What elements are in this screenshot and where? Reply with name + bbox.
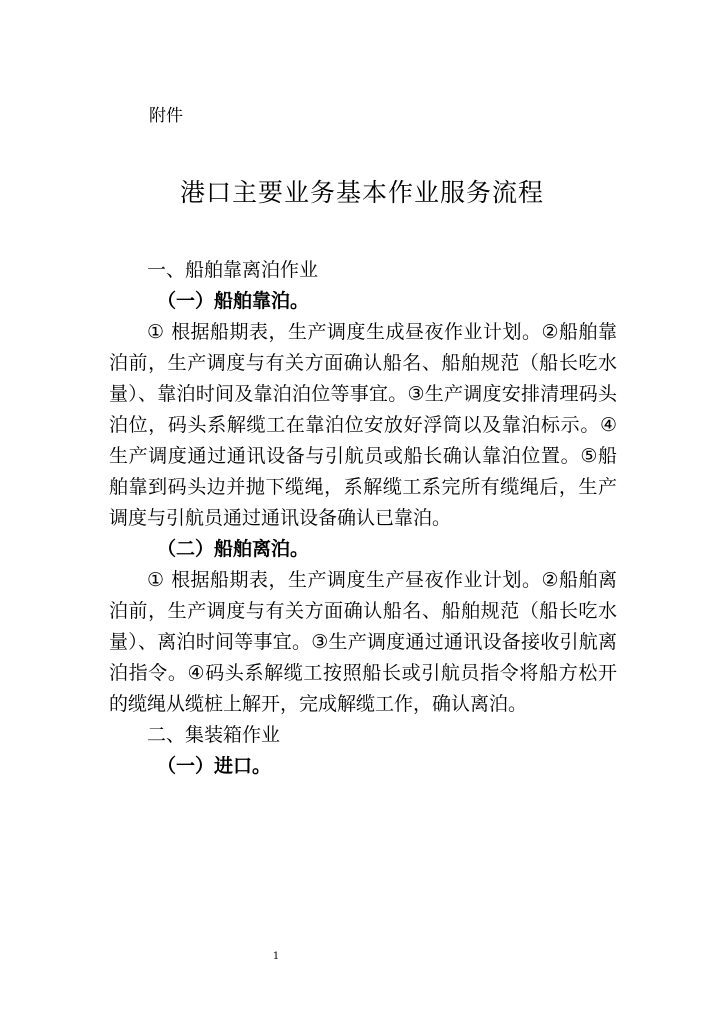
- attachment-label: 附件: [149, 106, 183, 126]
- document-body: [109, 255, 617, 782]
- section-heading-container: 二、集装箱作业: [147, 724, 281, 746]
- paragraph-berth: ① 根据船期表，生产调度生成昼夜作业计划。②船舶靠泊前，生产调度与有关方面确认船名、船舶规范（船长吃水量）、靠泊时间及靠泊泊位等事宜。③生产调度安排清理码头泊位，码头系解缆工在靠泊位安放好浮筒以及靠泊标示。④生产调度通过通讯设备与引航员或船长确认靠泊位置。⑤船舶靠到码头边并抛下缆绳，系解缆工系完所有缆绳后，生产调度与引航员通过通讯设备确认已靠泊。: [109, 321, 617, 529]
- section-heading-berthing: 一、船舶靠离泊作业: [147, 259, 319, 281]
- page-number: 1: [272, 951, 280, 962]
- subsection-heading-berth: （一）船舶靠泊。: [157, 290, 310, 312]
- subsection-heading-import: （一）进口。: [157, 755, 272, 777]
- document-title: 港口主要业务基本作业服务流程: [179, 178, 544, 207]
- paragraph-unberth: ① 根据船期表，生产调度生产昼夜作业计划。②船舶离泊前，生产调度与有关方面确认船名、船舶规范（船长吃水量）、离泊时间等事宜。③生产调度通过通讯设备接收引航离泊指令。④码头系解缆工按照船长或引航员指令将船方松开的缆绳从缆桩上解开，完成解缆工作，确认离泊。: [109, 569, 617, 715]
- subsection-heading-unberth: （二）船舶离泊。: [157, 538, 310, 560]
